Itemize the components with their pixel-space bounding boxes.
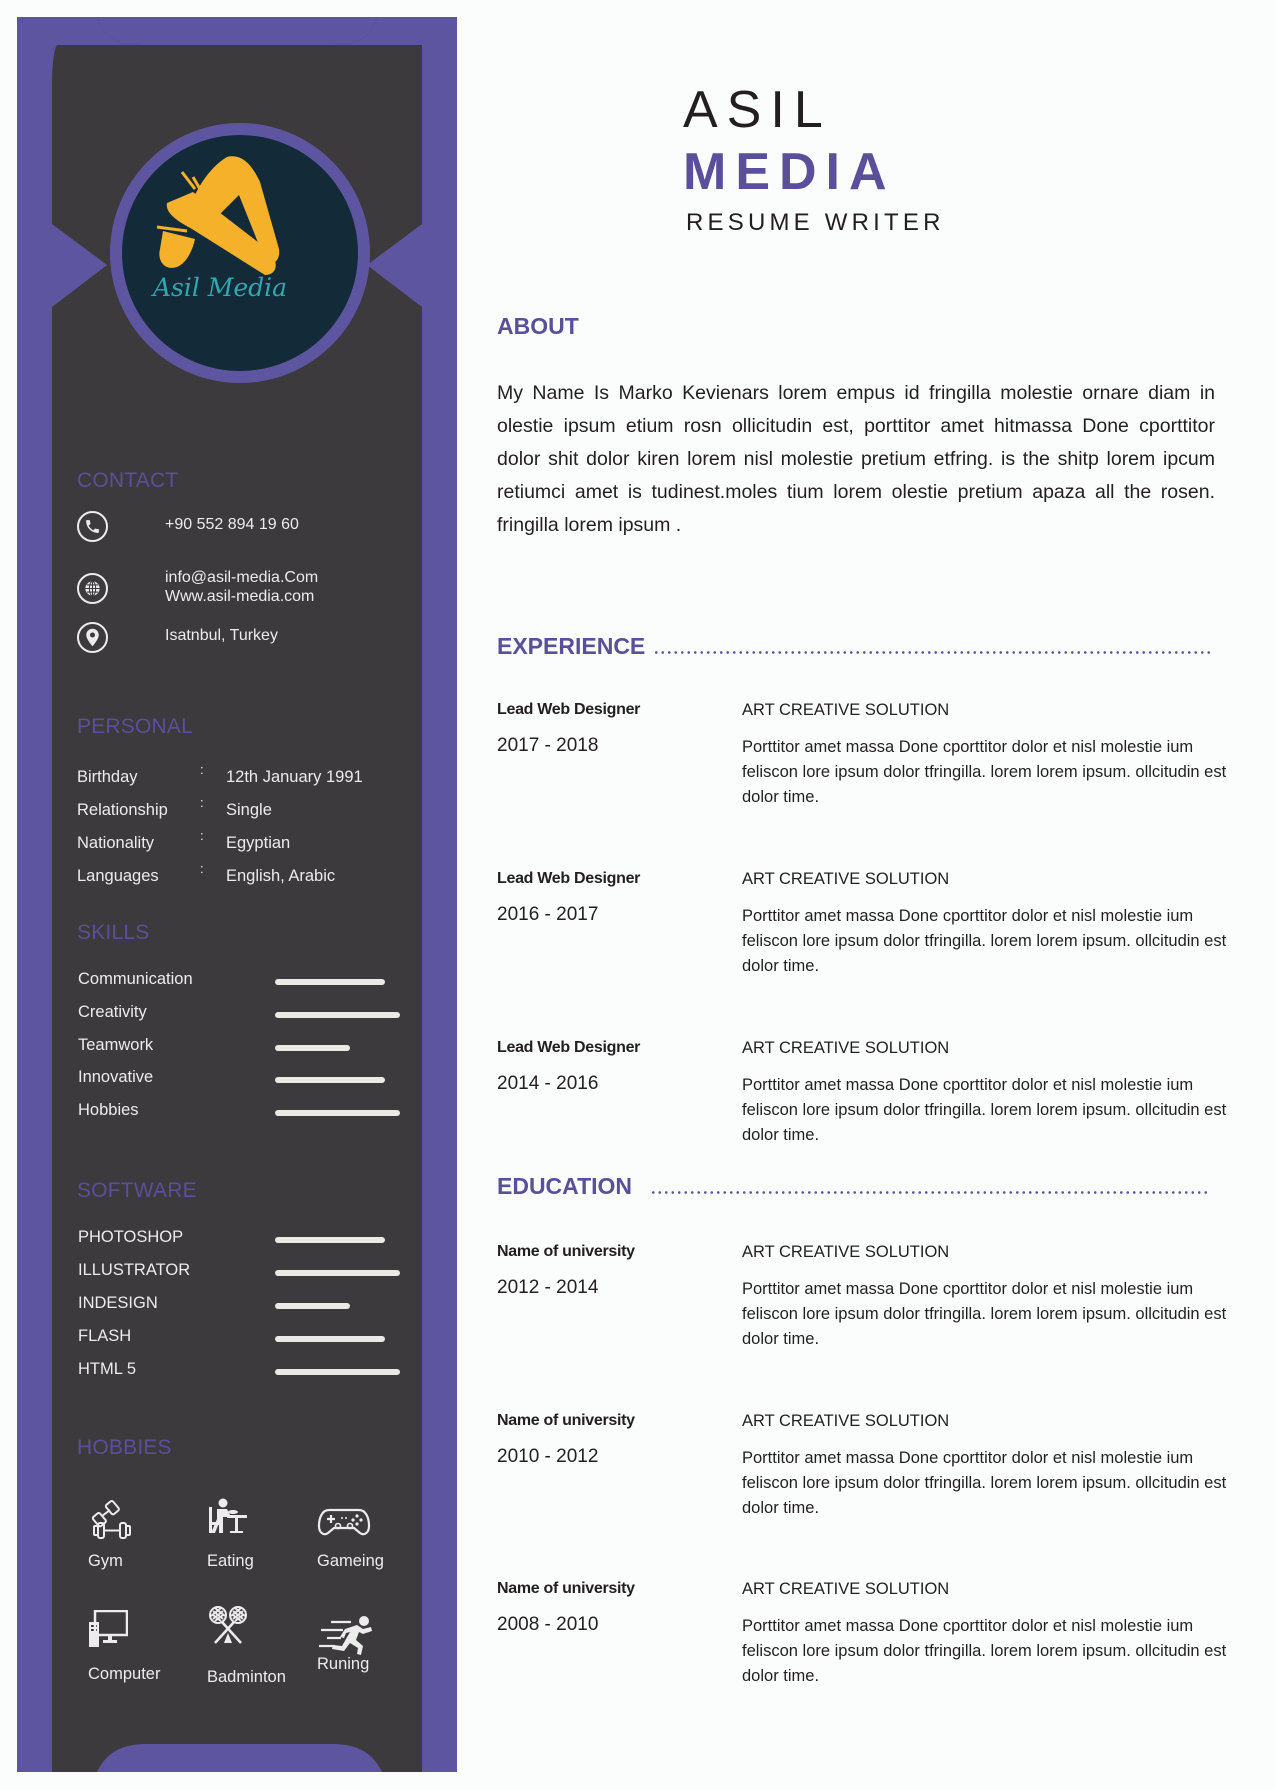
- entry-years: 2008 - 2010: [497, 1614, 599, 1635]
- software-bar: [275, 1270, 400, 1276]
- skill-bar-fill: [275, 979, 385, 985]
- personal-separator: :: [200, 861, 204, 876]
- entry-description: Porttitor amet massa Done cporttitor dolor et nisl molestie ium feliscon lore ipsum dolor tfringilla. lorem lorem ipsum. ollcitudin est dolor time.: [742, 1076, 1227, 1144]
- entry-role: Lead Web Designer: [497, 701, 641, 718]
- software-label: INDESIGN: [78, 1294, 158, 1312]
- personal-row-nationality: [77, 828, 437, 856]
- software-bar: [275, 1369, 400, 1375]
- personal-value: Egyptian: [226, 834, 291, 852]
- hobby-label: Eating: [207, 1552, 254, 1570]
- experience-entry: [497, 1039, 1227, 1179]
- personal-label: Languages: [77, 867, 159, 885]
- hobbies-heading: HOBBIES: [77, 1436, 172, 1459]
- entry-description: Porttitor amet massa Done cporttitor dolor et nisl molestie ium feliscon lore ipsum dolor tfringilla. lorem lorem ipsum. ollcitudin est dolor time.: [742, 1449, 1227, 1517]
- entry-years: 2017 - 2018: [497, 735, 599, 756]
- software-row: [78, 1294, 438, 1316]
- hobby-label: Computer: [88, 1665, 161, 1683]
- software-bar-fill: [275, 1336, 385, 1342]
- personal-separator: :: [200, 795, 204, 810]
- running-icon: [317, 1615, 375, 1655]
- skill-label: Teamwork: [78, 1036, 154, 1054]
- gamepad-icon: [317, 1507, 371, 1537]
- about-heading: ABOUT: [497, 313, 579, 339]
- entry-years: 2012 - 2014: [497, 1277, 599, 1298]
- software-label: ILLUSTRATOR: [78, 1261, 191, 1279]
- entry-description: Porttitor amet massa Done cporttitor dolor et nisl molestie ium feliscon lore ipsum dolor tfringilla. lorem lorem ipsum. ollcitudin est dolor time.: [742, 1617, 1227, 1685]
- location-pin-icon: [77, 622, 108, 653]
- badminton-icon: [207, 1605, 249, 1647]
- skill-row: [78, 1036, 438, 1058]
- hobby-eating: [207, 1497, 254, 1570]
- contact-heading: CONTACT: [77, 469, 179, 492]
- entry-role: Name of university: [497, 1412, 635, 1429]
- dining-icon: [207, 1497, 249, 1537]
- skill-label: Communication: [78, 970, 193, 988]
- personal-separator: :: [200, 828, 204, 843]
- software-row: [78, 1228, 438, 1250]
- personal-value: 12th January 1991: [226, 768, 363, 786]
- skill-row: [78, 970, 438, 992]
- phone-icon: [77, 511, 108, 542]
- logo-text: Asil Media: [152, 273, 288, 302]
- job-title: RESUME WRITER: [686, 209, 945, 236]
- personal-row-birthday: [77, 762, 437, 790]
- skill-row: [78, 1101, 438, 1123]
- skill-bar-fill: [275, 1045, 350, 1051]
- entry-company: ART CREATIVE SOLUTION: [742, 1580, 950, 1598]
- personal-value: Single: [226, 801, 272, 819]
- entry-company: ART CREATIVE SOLUTION: [742, 1412, 950, 1430]
- hobby-running: [317, 1615, 375, 1673]
- personal-label: Birthday: [77, 768, 138, 786]
- location-text: Isatnbul, Turkey: [165, 627, 278, 644]
- software-row: [78, 1327, 438, 1349]
- personal-heading: PERSONAL: [77, 715, 193, 738]
- skill-label: Hobbies: [78, 1101, 139, 1119]
- entry-description: Porttitor amet massa Done cporttitor dolor et nisl molestie ium feliscon lore ipsum dolor tfringilla. lorem lorem ipsum. ollcitudin est dolor time.: [742, 1280, 1227, 1348]
- experience-heading: EXPERIENCE: [497, 633, 646, 659]
- skill-bar-fill: [275, 1077, 385, 1083]
- phone-number[interactable]: +90 552 894 19 60: [165, 516, 299, 533]
- education-entry: [497, 1580, 1227, 1720]
- skill-bar: [275, 1012, 400, 1018]
- entry-company: ART CREATIVE SOLUTION: [742, 1039, 950, 1057]
- about-text: My Name Is Marko Kevienars lorem empus id fringilla molestie ornare diam in olestie ipsum etium rosn ollicitudin est, porttitor amet hitmassa Done cporttitor dolor shit dolor kiren lorem nisl molestie pretium etfring. is the shitp lorem ipcum retiumci amet is tudinest.moles tium lorem olestie pretium apaza all the rosen. fringilla lorem ipsum .: [497, 382, 1215, 536]
- computer-icon: [88, 1610, 128, 1648]
- personal-label: Relationship: [77, 801, 168, 819]
- hobby-gym: [88, 1500, 134, 1570]
- software-row: [78, 1261, 438, 1283]
- hobby-gaming: [317, 1507, 384, 1570]
- skill-bar-fill: [275, 1012, 400, 1018]
- skill-label: Innovative: [78, 1068, 154, 1086]
- entry-years: 2014 - 2016: [497, 1073, 599, 1094]
- software-label: FLASH: [78, 1327, 132, 1345]
- hobby-badminton: [207, 1605, 286, 1686]
- personal-label: Nationality: [77, 834, 155, 852]
- dumbbell-icon: [88, 1500, 134, 1540]
- software-bar: [275, 1303, 400, 1309]
- skill-bar: [275, 1077, 400, 1083]
- experience-dotted-rule: [653, 651, 1213, 654]
- experience-entry: [497, 870, 1227, 1010]
- entry-description: Porttitor amet massa Done cporttitor dolor et nisl molestie ium feliscon lore ipsum dolor tfringilla. lorem lorem ipsum. ollcitudin est dolor time.: [742, 738, 1227, 806]
- personal-separator: :: [200, 762, 204, 777]
- skill-row: [78, 1003, 438, 1025]
- hobby-computer: [88, 1610, 161, 1683]
- email-link[interactable]: info@asil-media.Com: [165, 569, 319, 586]
- software-row: [78, 1360, 438, 1382]
- software-bar-fill: [275, 1270, 400, 1276]
- hobby-label: Badminton: [207, 1668, 286, 1686]
- entry-role: Name of university: [497, 1243, 635, 1260]
- education-entry: [497, 1243, 1227, 1383]
- entry-years: 2010 - 2012: [497, 1446, 599, 1467]
- education-entry: [497, 1412, 1227, 1552]
- personal-value: English, Arabic: [226, 867, 336, 885]
- website-link[interactable]: Www.asil-media.com: [165, 588, 315, 605]
- software-bar-fill: [275, 1237, 385, 1243]
- software-bar-fill: [275, 1369, 400, 1375]
- entry-years: 2016 - 2017: [497, 904, 599, 925]
- name-first: ASIL: [683, 81, 832, 139]
- hobby-label: Gym: [88, 1552, 123, 1570]
- software-label: PHOTOSHOP: [78, 1228, 184, 1246]
- entry-company: ART CREATIVE SOLUTION: [742, 701, 950, 719]
- hobby-label: Runing: [317, 1655, 370, 1673]
- skill-bar-fill: [275, 1110, 400, 1116]
- skill-bar: [275, 1045, 400, 1051]
- logo-badge: [17, 17, 457, 417]
- education-heading: EDUCATION: [497, 1173, 633, 1199]
- software-bar-fill: [275, 1303, 350, 1309]
- entry-company: ART CREATIVE SOLUTION: [742, 1243, 950, 1261]
- education-dotted-rule: [650, 1191, 1210, 1194]
- entry-company: ART CREATIVE SOLUTION: [742, 870, 950, 888]
- software-heading: SOFTWARE: [77, 1179, 197, 1202]
- personal-row-relationship: [77, 795, 437, 823]
- sidebar: [17, 17, 457, 1772]
- skill-bar: [275, 1110, 400, 1116]
- entry-role: Lead Web Designer: [497, 1039, 641, 1056]
- entry-description: Porttitor amet massa Done cporttitor dolor et nisl molestie ium feliscon lore ipsum dolor tfringilla. lorem lorem ipsum. ollcitudin est dolor time.: [742, 907, 1227, 975]
- software-bar: [275, 1237, 400, 1243]
- name-last: MEDIA: [683, 143, 896, 201]
- entry-role: Lead Web Designer: [497, 870, 641, 887]
- skill-label: Creativity: [78, 1003, 147, 1021]
- entry-role: Name of university: [497, 1580, 635, 1597]
- software-bar: [275, 1336, 400, 1342]
- skill-bar: [275, 979, 400, 985]
- hobby-label: Gameing: [317, 1552, 384, 1570]
- software-label: HTML 5: [78, 1360, 137, 1378]
- skill-row: [78, 1068, 438, 1090]
- globe-icon: [77, 573, 108, 604]
- experience-entry: [497, 701, 1227, 841]
- skills-heading: SKILLS: [77, 921, 150, 944]
- personal-row-languages: [77, 861, 437, 889]
